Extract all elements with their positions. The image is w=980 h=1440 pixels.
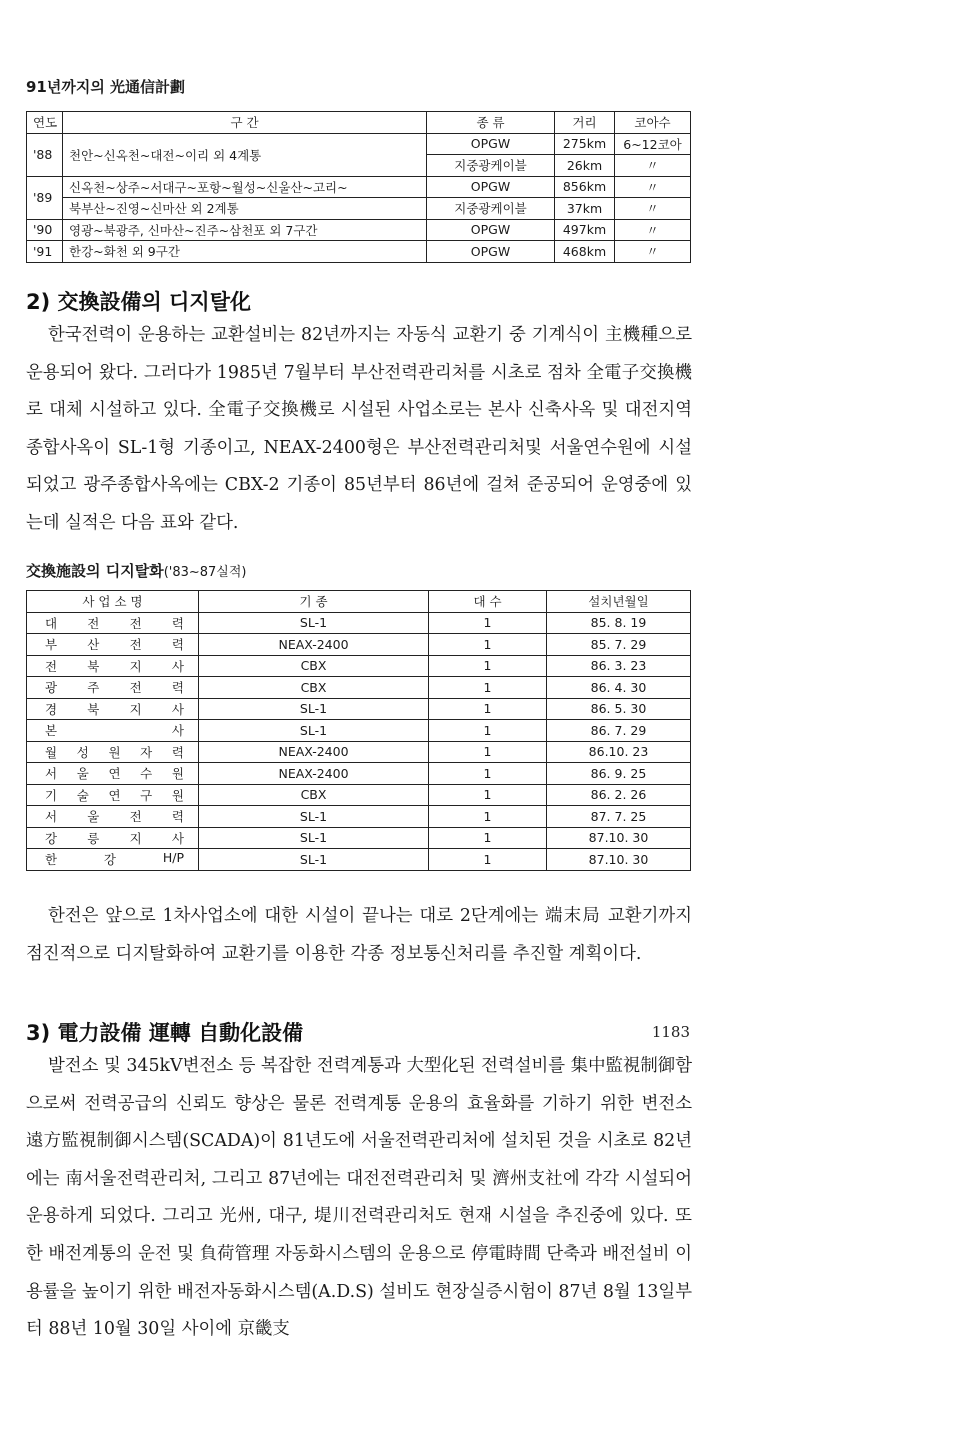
count-cell: 1 xyxy=(429,806,547,828)
year-cell: '89 xyxy=(27,176,63,219)
type-cell: OPGW xyxy=(427,133,555,155)
install-date-cell: 86. 7. 29 xyxy=(547,720,691,742)
type-cell: 지중광케이블 xyxy=(427,198,555,220)
table-row xyxy=(27,827,691,849)
table-row xyxy=(27,784,691,806)
column-header: 코아수 xyxy=(615,112,691,134)
count-cell: 1 xyxy=(429,698,547,720)
distance-cell: 275km xyxy=(555,133,615,155)
office-name-char: 력 xyxy=(171,637,184,653)
office-name-char: 강 xyxy=(45,830,58,846)
office-name-char: 사 xyxy=(171,830,184,846)
office-name-char: 구 xyxy=(140,787,153,803)
table-row xyxy=(27,241,691,263)
count-cell: 1 xyxy=(429,612,547,634)
install-date-cell: 86. 4. 30 xyxy=(547,677,691,699)
type-cell: 지중광케이블 xyxy=(427,155,555,177)
office-name-char: 원 xyxy=(171,787,184,803)
install-date-cell: 86. 2. 26 xyxy=(547,784,691,806)
install-date-cell: 85. 7. 29 xyxy=(547,634,691,656)
model-cell: CBX xyxy=(199,784,429,806)
table-row xyxy=(27,849,691,871)
type-cell: OPGW xyxy=(427,241,555,263)
office-name-char: 서 xyxy=(45,809,58,825)
office-name-char: 력 xyxy=(171,615,184,631)
cores-cell: 〃 xyxy=(615,176,691,198)
cores-cell: 〃 xyxy=(615,241,691,263)
cores-cell: 〃 xyxy=(615,198,691,220)
office-name-char: 전 xyxy=(129,680,142,696)
table-row xyxy=(27,698,691,720)
column-header: 기 종 xyxy=(199,591,429,613)
section-cell: 천안~신옥천~대전~이리 외 4계통 xyxy=(63,133,427,176)
office-name-char: 기 xyxy=(45,787,58,803)
office-name-cell xyxy=(27,634,199,656)
office-name-char: 사 xyxy=(171,658,184,674)
table2-caption-period: ('83~87실적) xyxy=(163,565,247,580)
table-row xyxy=(27,677,691,699)
cores-cell: 6~12코아 xyxy=(615,133,691,155)
count-cell: 1 xyxy=(429,634,547,656)
table-row xyxy=(27,763,691,785)
section-cell: 신옥천~상주~서대구~포항~월성~신울산~고리~ xyxy=(63,176,427,198)
office-name-cell xyxy=(27,849,199,871)
office-name-char: 원 xyxy=(108,744,121,760)
column-header: 사 업 소 명 xyxy=(27,591,199,613)
table-row xyxy=(27,806,691,828)
office-name-char: 지 xyxy=(129,701,142,717)
office-name-cell xyxy=(27,655,199,677)
table-row xyxy=(27,219,691,241)
office-name-char: 사 xyxy=(171,723,184,739)
office-name-cell xyxy=(27,827,199,849)
office-name-char: 력 xyxy=(171,744,184,760)
office-name-char: 릉 xyxy=(87,830,100,846)
table-row xyxy=(27,133,691,155)
section-heading: 3) 電力設備 運轉 自動化設備 xyxy=(26,1021,304,1045)
count-cell: 1 xyxy=(429,827,547,849)
distance-cell: 37km xyxy=(555,198,615,220)
office-name-char: 한 xyxy=(45,852,58,868)
office-name-char: 경 xyxy=(45,701,58,717)
office-name-cell xyxy=(27,763,199,785)
year-cell: '88 xyxy=(27,133,63,176)
column-header: 대 수 xyxy=(429,591,547,613)
office-name-char: 전 xyxy=(129,615,142,631)
body-paragraph: 발전소 및 345kV변전소 등 복잡한 전력계통과 大型化된 전력설비를 集中監視制御함으로써 전력공급의 신뢰도 향상은 물론 전력계통 운용의 효율화를 기하기 위한 변전소 遠方監視制御시스템(SCADA)이 81년도에 서울전력관리처에 설치된 것을 시초로 82년에는 南서울전력관리처, 그리고 87년에는 대전전력관리처 및 濟州支社에 각각 시설되어 운용하게 되었다. 그리고 光州, 대구, 堤川전력관리처도 현재 시설을 추진중에 있다. 또한 배전계통의 운전 및 負荷管理 자동화시스템의 운용으로 停電時間 단축과 배전설비 이용률을 높이기 위한 배전자동화시스템(A.D.S) 설비도 현장실증시험이 87년 8월 13일부터 88년 10월 30일 사이에 京畿支 xyxy=(26,1056,692,1340)
table1-caption: 91년까지의 光通信計劃 xyxy=(26,78,186,96)
office-name-cell xyxy=(27,806,199,828)
model-cell: NEAX-2400 xyxy=(199,634,429,656)
year-cell: '90 xyxy=(27,219,63,241)
section-heading: 2) 交換設備의 디지탈化 xyxy=(26,290,251,314)
install-date-cell: 87. 7. 25 xyxy=(547,806,691,828)
count-cell: 1 xyxy=(429,741,547,763)
table2-caption-title: 交換施設의 디지탈화 xyxy=(26,562,164,580)
body-paragraph: 한국전력이 운용하는 교환설비는 82년까지는 자동식 교환기 중 기계식이 主機種으로 운용되어 왔다. 그러다가 1985년 7월부터 부산전력관리처를 시초로 점차 全電子交換機로 대체 시설하고 있다. 全電子交換機로 시설된 사업소로는 본사 신축사옥 및 대전지역 종합사옥이 SL-1형 기종이고, NEAX-2400형은 부산전력관리처및 서울연수원에 시설되었고 광주종합사옥에는 CBX-2 기종이 85년부터 86년에 걸쳐 준공되어 운영중에 있는데 실적은 다음 표와 같다. xyxy=(26,325,692,533)
office-name-char: 울 xyxy=(76,766,89,782)
office-name-char: 월 xyxy=(45,744,58,760)
distance-cell: 497km xyxy=(555,219,615,241)
section-cell: 북부산~진영~신마산 외 2계통 xyxy=(63,198,427,220)
model-cell: SL-1 xyxy=(199,720,429,742)
model-cell: CBX xyxy=(199,655,429,677)
table-row xyxy=(27,198,691,220)
count-cell: 1 xyxy=(429,849,547,871)
office-name-char: 광 xyxy=(45,680,58,696)
distance-cell: 26km xyxy=(555,155,615,177)
install-date-cell: 85. 8. 19 xyxy=(547,612,691,634)
table-row xyxy=(27,634,691,656)
office-name-char: 북 xyxy=(87,658,100,674)
column-header: 연도 xyxy=(27,112,63,134)
install-date-cell: 86. 3. 23 xyxy=(547,655,691,677)
column-header: 종 류 xyxy=(427,112,555,134)
year-cell: '91 xyxy=(27,241,63,263)
model-cell: NEAX-2400 xyxy=(199,763,429,785)
office-name-char: H/P xyxy=(162,850,184,866)
model-cell: CBX xyxy=(199,677,429,699)
model-cell: SL-1 xyxy=(199,698,429,720)
distance-cell: 468km xyxy=(555,241,615,263)
office-name-cell xyxy=(27,698,199,720)
table2-caption xyxy=(26,560,247,581)
table-header-row xyxy=(27,112,691,134)
table-row xyxy=(27,176,691,198)
office-name-char: 울 xyxy=(87,809,100,825)
cores-cell: 〃 xyxy=(615,155,691,177)
table-row xyxy=(27,655,691,677)
office-name-char: 력 xyxy=(171,680,184,696)
model-cell: SL-1 xyxy=(199,612,429,634)
table-header-row xyxy=(27,591,691,613)
office-name-char: 전 xyxy=(87,615,100,631)
office-name-cell xyxy=(27,612,199,634)
table-row xyxy=(27,720,691,742)
cores-cell: 〃 xyxy=(615,219,691,241)
install-date-cell: 86. 9. 25 xyxy=(547,763,691,785)
count-cell: 1 xyxy=(429,677,547,699)
office-name-cell xyxy=(27,677,199,699)
office-name-char: 전 xyxy=(45,658,58,674)
office-name-char: 본 xyxy=(45,723,58,739)
optical-plan-table xyxy=(26,111,691,263)
table-row xyxy=(27,612,691,634)
office-name-char: 성 xyxy=(76,744,89,760)
office-name-char: 강 xyxy=(103,852,116,868)
section-cell: 한강~화천 외 9구간 xyxy=(63,241,427,263)
office-name-cell xyxy=(27,720,199,742)
install-date-cell: 87.10. 30 xyxy=(547,827,691,849)
install-date-cell: 86. 5. 30 xyxy=(547,698,691,720)
column-header: 거리 xyxy=(555,112,615,134)
model-cell: SL-1 xyxy=(199,849,429,871)
office-name-char: 대 xyxy=(45,615,58,631)
column-header: 구 간 xyxy=(63,112,427,134)
office-name-char: 부 xyxy=(45,637,58,653)
model-cell: SL-1 xyxy=(199,806,429,828)
office-name-cell xyxy=(27,784,199,806)
table-row xyxy=(27,741,691,763)
office-name-char: 수 xyxy=(140,766,153,782)
office-name-char: 주 xyxy=(87,680,100,696)
count-cell: 1 xyxy=(429,763,547,785)
type-cell: OPGW xyxy=(427,219,555,241)
type-cell: OPGW xyxy=(427,176,555,198)
office-name-char: 력 xyxy=(171,809,184,825)
office-name-cell xyxy=(27,741,199,763)
office-name-char: 자 xyxy=(140,744,153,760)
office-name-char: 북 xyxy=(87,701,100,717)
count-cell: 1 xyxy=(429,784,547,806)
distance-cell: 856km xyxy=(555,176,615,198)
office-name-char: 전 xyxy=(129,809,142,825)
column-header: 설치년월일 xyxy=(547,591,691,613)
office-name-char: 연 xyxy=(108,766,121,782)
office-name-char: 연 xyxy=(108,787,121,803)
install-date-cell: 86.10. 23 xyxy=(547,741,691,763)
office-name-char: 전 xyxy=(129,637,142,653)
count-cell: 1 xyxy=(429,655,547,677)
office-name-char: 서 xyxy=(45,766,58,782)
page-number: 1183 xyxy=(651,1023,690,1041)
body-paragraph: 한전은 앞으로 1차사업소에 대한 시설이 끝나는 대로 2단계에는 端末局 교환기까지 점진적으로 디지탈화하여 교환기를 이용한 각종 정보통신처리를 추진할 계획이다. xyxy=(26,906,692,964)
exchange-digitalization-table xyxy=(26,590,691,871)
model-cell: SL-1 xyxy=(199,827,429,849)
office-name-char: 지 xyxy=(129,658,142,674)
count-cell: 1 xyxy=(429,720,547,742)
office-name-char: 술 xyxy=(76,787,89,803)
office-name-char: 원 xyxy=(171,766,184,782)
office-name-char: 사 xyxy=(171,701,184,717)
install-date-cell: 87.10. 30 xyxy=(547,849,691,871)
model-cell: NEAX-2400 xyxy=(199,741,429,763)
section-cell: 영광~북광주, 신마산~진주~삼천포 외 7구간 xyxy=(63,219,427,241)
office-name-char: 산 xyxy=(87,637,100,653)
office-name-char: 지 xyxy=(129,830,142,846)
